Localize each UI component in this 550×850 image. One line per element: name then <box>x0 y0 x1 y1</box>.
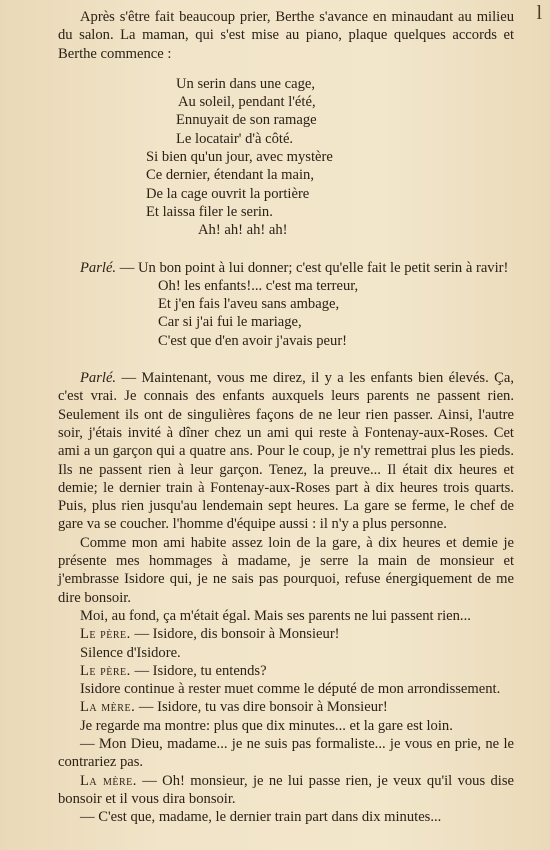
verse-line: Et laissa filer le serin. <box>146 203 273 220</box>
verse-line: Un serin dans une cage, <box>176 75 315 92</box>
song-verse-2 <box>58 277 514 350</box>
speaker-label: Le père. <box>80 662 131 679</box>
speaker-label: Le père. <box>80 626 131 643</box>
dialogue-line <box>58 772 514 809</box>
verse-line: Si bien qu'un jour, avec mystère <box>146 149 333 166</box>
paragraph: Moi, au fond, ça m'était égal. Mais ses parents ne lui passent rien... <box>80 607 471 624</box>
verse-line: Ce dernier, étendant la main, <box>146 167 314 184</box>
parle-label: Parlé. <box>80 259 117 276</box>
parle-paragraph-1 <box>58 259 514 277</box>
verse-line: Et j'en fais l'aveu sans ambage, <box>158 296 340 313</box>
verse-line: Car si j'ai fui le mariage, <box>158 314 302 331</box>
spacer <box>58 240 514 259</box>
verse-line: Oh! les enfants!... c'est ma terreur, <box>158 277 359 294</box>
text-column <box>58 8 514 826</box>
verse-line: Ah! ah! ah! ah! <box>198 222 288 239</box>
speech: — Isidore, tu vas dire bonsoir à Monsieur! <box>138 699 388 716</box>
verse-line: C'est que d'en avoir j'avais peur! <box>158 332 348 349</box>
speaker-label: La mère. <box>80 772 137 789</box>
parle-label: Parlé. <box>80 370 117 387</box>
stage-direction: Silence d'Isidore. <box>80 644 181 661</box>
song-verse-1 <box>58 75 514 240</box>
paragraph: — Mon Dieu, madame... je ne suis pas formaliste... je vous en prie, ne le contrariez pas. <box>58 735 514 771</box>
parle-text: — Maintenant, vous me direz, il y a les enfants bien élevés. Ça, c'est vrai. Je connais des enfants auxquels leurs parents ne passent rien. Seulement ils ont de singulières façons de ne leur rien passer. Ainsi, l'autre soir, j'étais invité à dîner chez un ami qui reste à Fontenay-aux-Roses. Cet ami a un garçon qui a quatre ans. Pour le coup, je n'y remettrai plus les pieds. Ils ne passent rien à leur garçon. Tenez, la preuve... Il était dix heures et demie; le dernier train à Fontenay-aux-Roses part à dix heures trois quarts. Puis, plus rien jusqu'au lendemain sept heures. La gare se ferme, le chef de gare va se coucher. l'homme d'équipe aussi : il n'y a plus personne. <box>58 370 514 533</box>
page-mark: l <box>536 2 542 24</box>
intro-paragraph: Après s'être fait beaucoup prier, Berthe s'avance en minaudant au milieu du salon. La maman, qui s'est mise au piano, plaque quelques accords et Berthe commence : <box>58 9 514 62</box>
speaker-label: La mère. <box>80 699 136 716</box>
dialogue-line <box>58 625 514 643</box>
paragraph: — C'est que, madame, le dernier train part dans dix minutes... <box>80 809 442 826</box>
paragraph: Isidore continue à rester muet comme le député de mon arrondissement. <box>80 681 501 698</box>
verse-line: Au soleil, pendant l'été, <box>178 94 316 111</box>
speech: — Oh! monsieur, je ne lui passe rien, je veux qu'il vous dise bonsoir et il vous dira bonsoir. <box>58 772 514 807</box>
paragraph: Je regarde ma montre: plus que dix minutes... et la gare est loin. <box>80 717 453 734</box>
paragraph: Comme mon ami habite assez loin de la gare, à dix heures et demie je présente mes hommages à madame, je serre la main de monsieur et j'embrasse Isidore qui, je ne sais pas pourquoi, refuse énergiquement de me dire bonsoir. <box>58 534 514 606</box>
spacer <box>58 350 514 369</box>
dialogue-line <box>58 662 514 680</box>
verse-line: De la cage ouvrit la portière <box>146 185 310 202</box>
parle-paragraph-2 <box>58 369 514 534</box>
parle-text: — Un bon point à lui donner; c'est qu'elle fait le petit serin à ravir! <box>119 259 509 276</box>
speech: — Isidore, tu entends? <box>134 662 267 679</box>
verse-line: Le locatair' d'à côté. <box>176 130 294 147</box>
speech: — Isidore, dis bonsoir à Monsieur! <box>134 626 340 643</box>
spacer <box>58 63 514 75</box>
dialogue-line <box>58 698 514 716</box>
verse-line: Ennuyait de son ramage <box>176 112 317 129</box>
